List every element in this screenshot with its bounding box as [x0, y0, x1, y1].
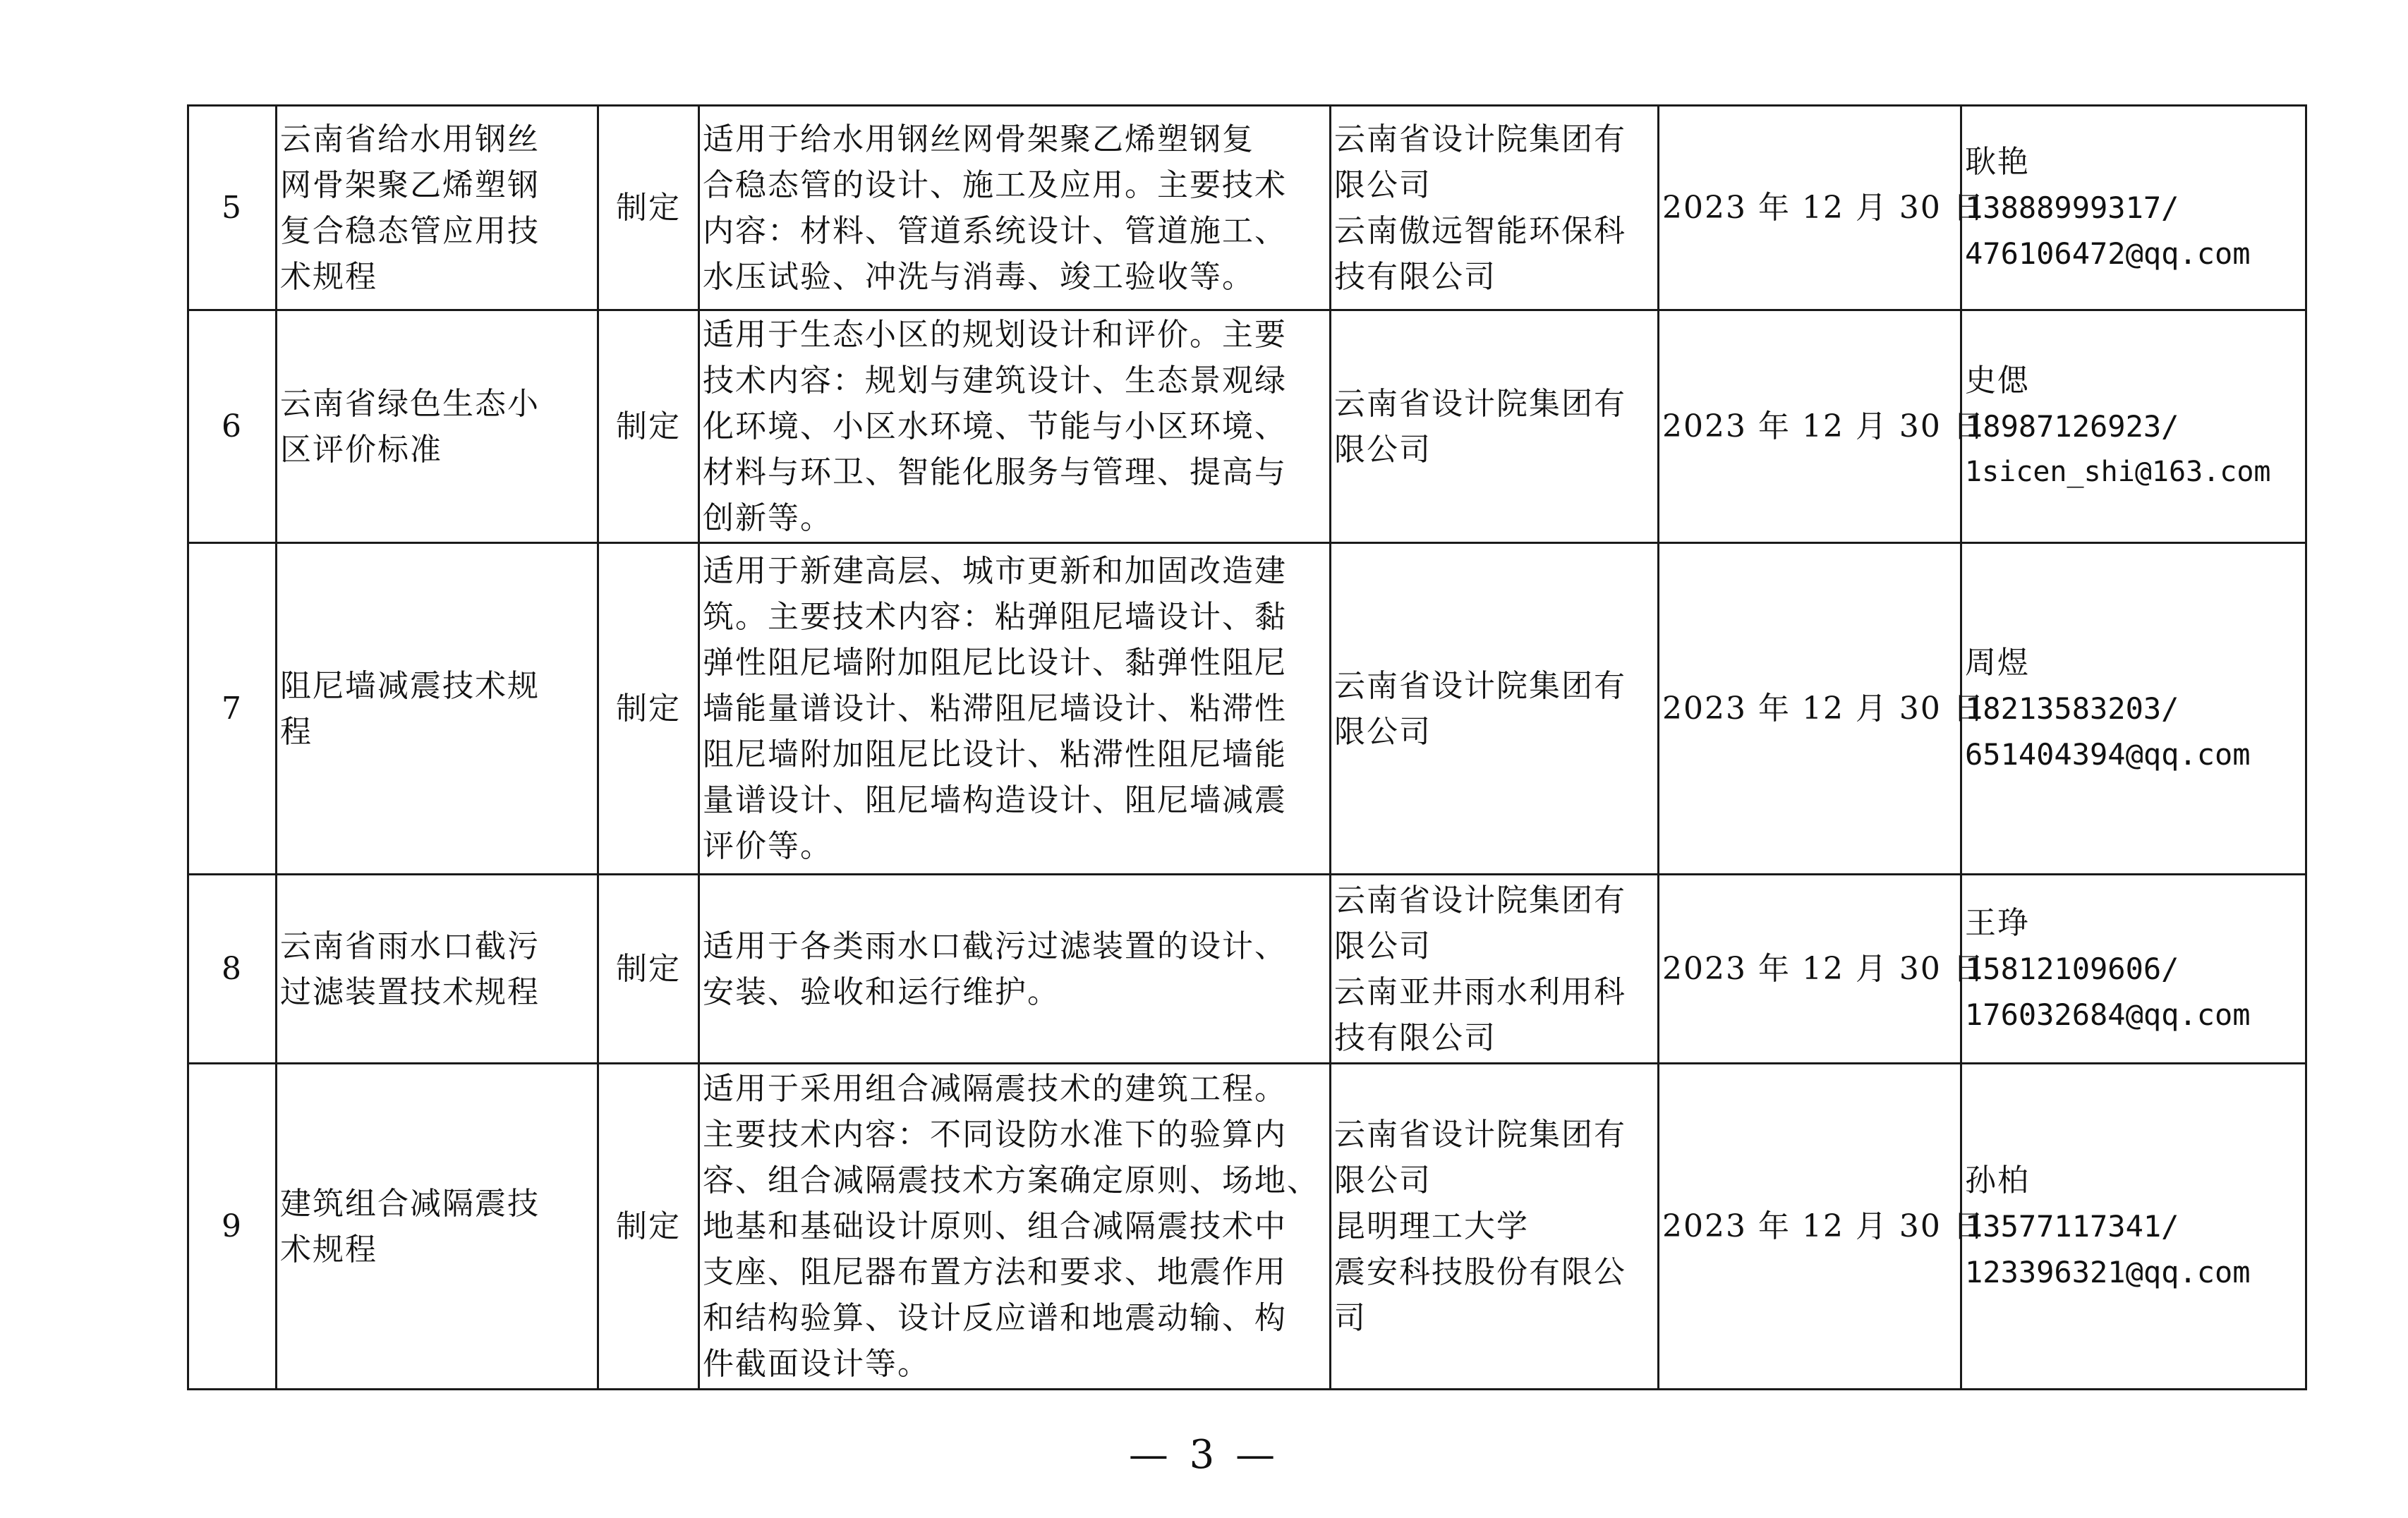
contact-email: 1sicen_shi@163.com [1965, 456, 2271, 488]
row-number: 5 [188, 106, 277, 310]
contact-email: 176032684@qq.com [1965, 997, 2251, 1032]
standards-table-body [188, 106, 2306, 1390]
contact-name: 周煜 [1965, 645, 2030, 681]
standard-name-line: 阻尼墙减震技术规 [280, 667, 540, 704]
scope-line: 件截面设计等。 [703, 1346, 930, 1382]
contact-name: 耿艳 [1965, 144, 2030, 180]
organization-line: 限公司 [1334, 166, 1432, 203]
scope-content [699, 875, 1331, 1064]
scope-line: 适用于新建高层、城市更新和加固改造建 [703, 553, 1287, 589]
completion-date: 2023 年 12 月 30 日 [1659, 875, 1961, 1064]
standard-name-line: 云南省雨水口截污 [280, 928, 540, 964]
standard-name-line: 云南省绿色生态小 [280, 385, 540, 422]
contact-email: 476106472@qq.com [1965, 236, 2251, 271]
table-row [188, 106, 2306, 310]
standard-name-line: 术规程 [280, 1231, 377, 1268]
contact-name: 史偲 [1965, 363, 2030, 399]
scope-content [699, 106, 1331, 310]
completion-date: 2023 年 12 月 30 日 [1659, 1064, 1961, 1390]
organization-line: 云南省设计院集团有 [1334, 121, 1626, 157]
scope-line: 水压试验、冲洗与消毒、竣工验收等。 [703, 258, 1254, 295]
organization-line: 昆明理工大学 [1334, 1208, 1529, 1244]
completion-date: 2023 年 12 月 30 日 [1659, 310, 1961, 543]
organization-line: 云南傲远智能环保科 [1334, 212, 1626, 249]
organization-line: 云南省设计院集团有 [1334, 667, 1626, 704]
standard-name [277, 1064, 598, 1390]
standard-name [277, 106, 598, 310]
revision-type: 制定 [598, 875, 699, 1064]
scope-line: 阻尼墙附加阻尼比设计、粘滞性阻尼墙能 [703, 736, 1287, 772]
revision-type: 制定 [598, 543, 699, 875]
scope-line: 主要技术内容：不同设防水准下的验算内 [703, 1117, 1287, 1153]
scope-line: 筑。主要技术内容：粘弹阻尼墙设计、黏 [703, 599, 1287, 635]
revision-type: 制定 [598, 1064, 699, 1390]
organization [1331, 543, 1659, 875]
standard-name-line: 区评价标准 [280, 431, 442, 468]
contact-email: 123396321@qq.com [1965, 1255, 2251, 1289]
scope-line: 容、组合减隔震技术方案确定原则、场地、 [703, 1162, 1319, 1198]
standards-table [187, 104, 2307, 1390]
row-number: 7 [188, 543, 277, 875]
contact [1961, 875, 2306, 1064]
table-row [188, 875, 2306, 1064]
contact-name: 孙柏 [1965, 1162, 2030, 1198]
row-number: 8 [188, 875, 277, 1064]
standard-name-line: 过滤装置技术规程 [280, 973, 540, 1010]
scope-line: 墙能量谱设计、粘滞阻尼墙设计、粘滞性 [703, 691, 1287, 727]
organization-line: 技有限公司 [1334, 1019, 1496, 1056]
scope-line: 适用于各类雨水口截污过滤装置的设计、 [703, 928, 1287, 964]
standard-name-line: 网骨架聚乙烯塑钢 [280, 166, 540, 203]
contact-phone: 18213583203/ [1965, 691, 2179, 726]
organization-line: 云南亚井雨水利用科 [1334, 973, 1626, 1010]
table-row [188, 310, 2306, 543]
organization-line: 限公司 [1334, 431, 1432, 468]
contact [1961, 310, 2306, 543]
scope-line: 合稳态管的设计、施工及应用。主要技术 [703, 166, 1287, 203]
scope-line: 和结构验算、设计反应谱和地震动输、构 [703, 1300, 1287, 1336]
scope-line: 弹性阻尼墙附加阻尼比设计、黏弹性阻尼 [703, 645, 1287, 681]
scope-content [699, 1064, 1331, 1390]
scope-content [699, 543, 1331, 875]
contact [1961, 543, 2306, 875]
completion-date: 2023 年 12 月 30 日 [1659, 543, 1961, 875]
row-number: 6 [188, 310, 277, 543]
scope-line: 适用于给水用钢丝网骨架聚乙烯塑钢复 [703, 121, 1254, 157]
scope-line: 内容：材料、管道系统设计、管道施工、 [703, 212, 1287, 249]
scope-line: 创新等。 [703, 500, 833, 536]
table-row [188, 543, 2306, 875]
contact [1961, 1064, 2306, 1390]
organization [1331, 1064, 1659, 1390]
contact-phone: 18987126923/ [1965, 409, 2179, 444]
completion-date: 2023 年 12 月 30 日 [1659, 106, 1961, 310]
organization-line: 震安科技股份有限公 [1334, 1254, 1626, 1290]
organization-line: 司 [1334, 1300, 1367, 1336]
contact [1961, 106, 2306, 310]
scope-line: 评价等。 [703, 828, 833, 864]
revision-type: 制定 [598, 106, 699, 310]
contact-email: 651404394@qq.com [1965, 737, 2251, 772]
scope-line: 安装、验收和运行维护。 [703, 973, 1060, 1010]
scope-line: 材料与环卫、智能化服务与管理、提高与 [703, 454, 1287, 490]
standard-name [277, 310, 598, 543]
organization-line: 限公司 [1334, 928, 1432, 964]
table-row [188, 1064, 2306, 1390]
contact-phone: 13577117341/ [1965, 1209, 2179, 1244]
standard-name-line: 程 [280, 713, 313, 750]
scope-line: 技术内容：规划与建筑设计、生态景观绿 [703, 363, 1287, 399]
standard-name-line: 复合稳态管应用技 [280, 212, 540, 249]
standard-name-line: 云南省给水用钢丝 [280, 121, 540, 157]
contact-phone: 15812109606/ [1965, 952, 2179, 986]
scope-line: 适用于采用组合减隔震技术的建筑工程。 [703, 1071, 1287, 1107]
scope-line: 化环境、小区水环境、节能与小区环境、 [703, 408, 1287, 444]
revision-type: 制定 [598, 310, 699, 543]
organization-line: 云南省设计院集团有 [1334, 1117, 1626, 1153]
organization [1331, 875, 1659, 1064]
scope-content [699, 310, 1331, 543]
organization-line: 云南省设计院集团有 [1334, 385, 1626, 422]
standard-name-line: 术规程 [280, 258, 377, 295]
organization-line: 限公司 [1334, 713, 1432, 750]
organization-line: 限公司 [1334, 1162, 1432, 1198]
scope-line: 地基和基础设计原则、组合减隔震技术中 [703, 1208, 1287, 1244]
contact-name: 王琤 [1965, 905, 2030, 941]
standard-name [277, 875, 598, 1064]
organization-line: 技有限公司 [1334, 258, 1496, 295]
organization [1331, 310, 1659, 543]
scope-line: 量谱设计、阻尼墙构造设计、阻尼墙减震 [703, 782, 1287, 818]
page-number: — 3 — [1128, 1432, 1280, 1478]
standard-name-line: 建筑组合减隔震技 [280, 1185, 540, 1222]
scope-line: 支座、阻尼器布置方法和要求、地震作用 [703, 1254, 1287, 1290]
row-number: 9 [188, 1064, 277, 1390]
organization-line: 云南省设计院集团有 [1334, 882, 1626, 918]
organization [1331, 106, 1659, 310]
standard-name [277, 543, 598, 875]
contact-phone: 13888999317/ [1965, 190, 2179, 225]
scope-line: 适用于生态小区的规划设计和评价。主要 [703, 317, 1287, 353]
